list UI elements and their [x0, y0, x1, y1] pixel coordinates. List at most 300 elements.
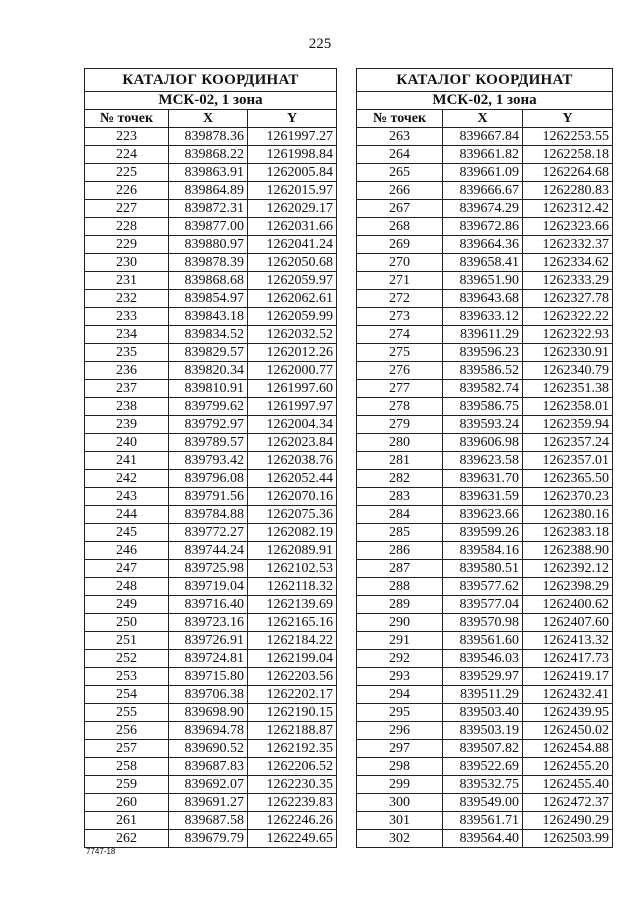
y-coordinate-cell: 1262118.32	[248, 578, 337, 596]
x-coordinate-cell: 839880.97	[169, 236, 248, 254]
x-coordinate-cell: 839791.56	[169, 488, 248, 506]
table-row	[357, 416, 613, 434]
x-coordinate-cell: 839651.90	[443, 272, 523, 290]
point-number-cell: 244	[85, 506, 169, 524]
x-coordinate-cell: 839631.70	[443, 470, 523, 488]
point-number-cell: 280	[357, 434, 443, 452]
x-coordinate-cell: 839623.66	[443, 506, 523, 524]
x-coordinate-cell: 839690.52	[169, 740, 248, 758]
y-coordinate-cell: 1262246.26	[248, 812, 337, 830]
y-coordinate-cell: 1262450.02	[523, 722, 613, 740]
y-coordinate-cell: 1262082.19	[248, 524, 337, 542]
point-number-cell: 251	[85, 632, 169, 650]
x-coordinate-cell: 839724.81	[169, 650, 248, 668]
table-row	[85, 812, 337, 830]
y-coordinate-cell: 1262400.62	[523, 596, 613, 614]
x-coordinate-cell: 839868.22	[169, 146, 248, 164]
y-coordinate-cell: 1262188.87	[248, 722, 337, 740]
point-number-cell: 227	[85, 200, 169, 218]
y-coordinate-cell: 1261997.97	[248, 398, 337, 416]
y-coordinate-cell: 1262388.90	[523, 542, 613, 560]
y-coordinate-cell: 1262432.41	[523, 686, 613, 704]
point-number-cell: 262	[85, 830, 169, 848]
point-number-cell: 266	[357, 182, 443, 200]
x-coordinate-cell: 839606.98	[443, 434, 523, 452]
table-row	[85, 686, 337, 704]
table-row	[357, 794, 613, 812]
x-coordinate-cell: 839726.91	[169, 632, 248, 650]
table-row	[85, 470, 337, 488]
y-coordinate-cell: 1262357.24	[523, 434, 613, 452]
point-number-cell: 267	[357, 200, 443, 218]
y-coordinate-cell: 1262041.24	[248, 236, 337, 254]
point-number-cell: 230	[85, 254, 169, 272]
table-row	[357, 596, 613, 614]
coordinate-catalog-table-right	[356, 68, 613, 848]
point-number-cell: 286	[357, 542, 443, 560]
table-row	[357, 128, 613, 146]
table-row	[357, 308, 613, 326]
y-coordinate-cell: 1262258.18	[523, 146, 613, 164]
y-coordinate-cell: 1261998.84	[248, 146, 337, 164]
table-row	[357, 452, 613, 470]
x-coordinate-cell: 839549.00	[443, 794, 523, 812]
point-number-cell: 233	[85, 308, 169, 326]
x-coordinate-cell: 839661.09	[443, 164, 523, 182]
point-number-cell: 271	[357, 272, 443, 290]
y-coordinate-cell: 1262439.95	[523, 704, 613, 722]
y-coordinate-cell: 1261997.60	[248, 380, 337, 398]
x-coordinate-cell: 839643.68	[443, 290, 523, 308]
point-number-cell: 255	[85, 704, 169, 722]
point-number-cell: 248	[85, 578, 169, 596]
x-coordinate-cell: 839667.84	[443, 128, 523, 146]
table-row	[357, 362, 613, 380]
point-number-cell: 260	[85, 794, 169, 812]
table-row	[85, 362, 337, 380]
x-coordinate-cell: 839793.42	[169, 452, 248, 470]
table-row	[357, 182, 613, 200]
x-coordinate-cell: 839691.27	[169, 794, 248, 812]
x-coordinate-cell: 839789.57	[169, 434, 248, 452]
x-coordinate-cell: 839561.60	[443, 632, 523, 650]
point-number-cell: 245	[85, 524, 169, 542]
y-coordinate-cell: 1262059.99	[248, 308, 337, 326]
point-number-cell: 256	[85, 722, 169, 740]
x-coordinate-cell: 839784.88	[169, 506, 248, 524]
y-coordinate-cell: 1262052.44	[248, 470, 337, 488]
table-row	[357, 686, 613, 704]
table-row	[85, 128, 337, 146]
point-number-cell: 290	[357, 614, 443, 632]
point-number-cell: 239	[85, 416, 169, 434]
table-row	[85, 326, 337, 344]
table-row	[85, 380, 337, 398]
point-number-cell: 269	[357, 236, 443, 254]
table-row	[357, 470, 613, 488]
y-coordinate-cell: 1262454.88	[523, 740, 613, 758]
y-coordinate-cell: 1262075.36	[248, 506, 337, 524]
table-row	[357, 560, 613, 578]
x-coordinate-cell: 839529.97	[443, 668, 523, 686]
x-coordinate-cell: 839586.75	[443, 398, 523, 416]
x-coordinate-cell: 839633.12	[443, 308, 523, 326]
column-header-y: Y	[523, 110, 613, 128]
point-number-cell: 261	[85, 812, 169, 830]
x-coordinate-cell: 839561.71	[443, 812, 523, 830]
x-coordinate-cell: 839694.78	[169, 722, 248, 740]
x-coordinate-cell: 839593.24	[443, 416, 523, 434]
y-coordinate-cell: 1262192.35	[248, 740, 337, 758]
point-number-cell: 274	[357, 326, 443, 344]
x-coordinate-cell: 839570.98	[443, 614, 523, 632]
y-coordinate-cell: 1262365.50	[523, 470, 613, 488]
x-coordinate-cell: 839511.29	[443, 686, 523, 704]
y-coordinate-cell: 1262380.16	[523, 506, 613, 524]
table-row	[85, 344, 337, 362]
x-coordinate-cell: 839564.40	[443, 830, 523, 848]
point-number-cell: 289	[357, 596, 443, 614]
column-header-x: X	[169, 110, 248, 128]
x-coordinate-cell: 839868.68	[169, 272, 248, 290]
table-row	[85, 308, 337, 326]
x-coordinate-cell: 839843.18	[169, 308, 248, 326]
x-coordinate-cell: 839723.16	[169, 614, 248, 632]
table-row	[357, 164, 613, 182]
x-coordinate-cell: 839687.58	[169, 812, 248, 830]
x-coordinate-cell: 839692.07	[169, 776, 248, 794]
table-row	[85, 596, 337, 614]
point-number-cell: 296	[357, 722, 443, 740]
page-number: 225	[308, 36, 332, 52]
x-coordinate-cell: 839878.39	[169, 254, 248, 272]
point-number-cell: 281	[357, 452, 443, 470]
document-code: 7747-18	[86, 847, 116, 856]
point-number-cell: 223	[85, 128, 169, 146]
table-row	[85, 488, 337, 506]
x-coordinate-cell: 839672.86	[443, 218, 523, 236]
x-coordinate-cell: 839864.89	[169, 182, 248, 200]
table-row	[357, 380, 613, 398]
y-coordinate-cell: 1262070.16	[248, 488, 337, 506]
y-coordinate-cell: 1262190.15	[248, 704, 337, 722]
y-coordinate-cell: 1262059.97	[248, 272, 337, 290]
table-row	[357, 200, 613, 218]
y-coordinate-cell: 1262455.20	[523, 758, 613, 776]
table-row	[85, 164, 337, 182]
y-coordinate-cell: 1262102.53	[248, 560, 337, 578]
y-coordinate-cell: 1262029.17	[248, 200, 337, 218]
table-row	[85, 560, 337, 578]
y-coordinate-cell: 1262032.52	[248, 326, 337, 344]
x-coordinate-cell: 839716.40	[169, 596, 248, 614]
point-number-cell: 235	[85, 344, 169, 362]
y-coordinate-cell: 1262332.37	[523, 236, 613, 254]
point-number-cell: 287	[357, 560, 443, 578]
table-row	[357, 668, 613, 686]
table-row	[85, 452, 337, 470]
point-number-cell: 240	[85, 434, 169, 452]
table-row	[357, 632, 613, 650]
x-coordinate-cell: 839863.91	[169, 164, 248, 182]
point-number-cell: 249	[85, 596, 169, 614]
x-coordinate-cell: 839666.67	[443, 182, 523, 200]
point-number-cell: 300	[357, 794, 443, 812]
y-coordinate-cell: 1262398.29	[523, 578, 613, 596]
y-coordinate-cell: 1262199.04	[248, 650, 337, 668]
table-row	[357, 326, 613, 344]
table-row	[85, 218, 337, 236]
table-row	[357, 434, 613, 452]
point-number-cell: 268	[357, 218, 443, 236]
point-number-cell: 284	[357, 506, 443, 524]
y-coordinate-cell: 1262357.01	[523, 452, 613, 470]
table-row	[85, 704, 337, 722]
point-number-cell: 241	[85, 452, 169, 470]
column-header-point-number: № точек	[357, 110, 443, 128]
y-coordinate-cell: 1262206.52	[248, 758, 337, 776]
point-number-cell: 292	[357, 650, 443, 668]
x-coordinate-cell: 839623.58	[443, 452, 523, 470]
point-number-cell: 270	[357, 254, 443, 272]
x-coordinate-cell: 839611.29	[443, 326, 523, 344]
x-coordinate-cell: 839719.04	[169, 578, 248, 596]
x-coordinate-cell: 839658.41	[443, 254, 523, 272]
point-number-cell: 253	[85, 668, 169, 686]
table-row	[357, 776, 613, 794]
table-row	[357, 290, 613, 308]
y-coordinate-cell: 1262419.17	[523, 668, 613, 686]
y-coordinate-cell: 1262333.29	[523, 272, 613, 290]
x-coordinate-cell: 839584.16	[443, 542, 523, 560]
point-number-cell: 242	[85, 470, 169, 488]
x-coordinate-cell: 839503.40	[443, 704, 523, 722]
y-coordinate-cell: 1262230.35	[248, 776, 337, 794]
x-coordinate-cell: 839792.97	[169, 416, 248, 434]
table-row	[357, 758, 613, 776]
point-number-cell: 282	[357, 470, 443, 488]
table-row	[357, 524, 613, 542]
x-coordinate-cell: 839674.29	[443, 200, 523, 218]
point-number-cell: 238	[85, 398, 169, 416]
y-coordinate-cell: 1262383.18	[523, 524, 613, 542]
point-number-cell: 264	[357, 146, 443, 164]
point-number-cell: 263	[357, 128, 443, 146]
y-coordinate-cell: 1262322.22	[523, 308, 613, 326]
catalog-title: КАТАЛОГ КООРДИНАТ	[85, 69, 337, 92]
table-row	[357, 344, 613, 362]
coordinate-catalog-table-left	[84, 68, 337, 848]
table-row	[85, 434, 337, 452]
table-row	[85, 740, 337, 758]
point-number-cell: 237	[85, 380, 169, 398]
x-coordinate-cell: 839878.36	[169, 128, 248, 146]
table-row	[357, 722, 613, 740]
table-row	[85, 650, 337, 668]
x-coordinate-cell: 839687.83	[169, 758, 248, 776]
table-row	[85, 182, 337, 200]
x-coordinate-cell: 839820.34	[169, 362, 248, 380]
y-coordinate-cell: 1262370.23	[523, 488, 613, 506]
y-coordinate-cell: 1262015.97	[248, 182, 337, 200]
table-row	[85, 758, 337, 776]
y-coordinate-cell: 1262202.17	[248, 686, 337, 704]
point-number-cell: 276	[357, 362, 443, 380]
point-number-cell: 225	[85, 164, 169, 182]
x-coordinate-cell: 839796.08	[169, 470, 248, 488]
x-coordinate-cell: 839522.69	[443, 758, 523, 776]
y-coordinate-cell: 1262334.62	[523, 254, 613, 272]
point-number-cell: 231	[85, 272, 169, 290]
point-number-cell: 265	[357, 164, 443, 182]
y-coordinate-cell: 1262407.60	[523, 614, 613, 632]
table-row	[357, 272, 613, 290]
x-coordinate-cell: 839546.03	[443, 650, 523, 668]
table-row	[85, 776, 337, 794]
y-coordinate-cell: 1262239.83	[248, 794, 337, 812]
point-number-cell: 288	[357, 578, 443, 596]
catalog-title: КАТАЛОГ КООРДИНАТ	[357, 69, 613, 92]
y-coordinate-cell: 1261997.27	[248, 128, 337, 146]
x-coordinate-cell: 839631.59	[443, 488, 523, 506]
point-number-cell: 226	[85, 182, 169, 200]
point-number-cell: 247	[85, 560, 169, 578]
point-number-cell: 228	[85, 218, 169, 236]
y-coordinate-cell: 1262358.01	[523, 398, 613, 416]
y-coordinate-cell: 1262330.91	[523, 344, 613, 362]
y-coordinate-cell: 1262280.83	[523, 182, 613, 200]
x-coordinate-cell: 839580.51	[443, 560, 523, 578]
x-coordinate-cell: 839503.19	[443, 722, 523, 740]
x-coordinate-cell: 839577.62	[443, 578, 523, 596]
point-number-cell: 252	[85, 650, 169, 668]
table-row	[357, 830, 613, 848]
x-coordinate-cell: 839664.36	[443, 236, 523, 254]
table-row	[357, 740, 613, 758]
table-row	[85, 254, 337, 272]
y-coordinate-cell: 1262417.73	[523, 650, 613, 668]
y-coordinate-cell: 1262264.68	[523, 164, 613, 182]
y-coordinate-cell: 1262322.93	[523, 326, 613, 344]
y-coordinate-cell: 1262165.16	[248, 614, 337, 632]
x-coordinate-cell: 839586.52	[443, 362, 523, 380]
table-row	[357, 488, 613, 506]
y-coordinate-cell: 1262023.84	[248, 434, 337, 452]
y-coordinate-cell: 1262472.37	[523, 794, 613, 812]
y-coordinate-cell: 1262031.66	[248, 218, 337, 236]
x-coordinate-cell: 839877.00	[169, 218, 248, 236]
x-coordinate-cell: 839725.98	[169, 560, 248, 578]
point-number-cell: 275	[357, 344, 443, 362]
y-coordinate-cell: 1262323.66	[523, 218, 613, 236]
coordinate-system-zone: МСК-02, 1 зона	[85, 92, 337, 110]
y-coordinate-cell: 1262413.32	[523, 632, 613, 650]
table-row	[85, 146, 337, 164]
table-row	[357, 218, 613, 236]
point-number-cell: 295	[357, 704, 443, 722]
point-number-cell: 257	[85, 740, 169, 758]
table-row	[85, 668, 337, 686]
table-row	[357, 146, 613, 164]
point-number-cell: 302	[357, 830, 443, 848]
x-coordinate-cell: 839577.04	[443, 596, 523, 614]
point-number-cell: 299	[357, 776, 443, 794]
point-number-cell: 243	[85, 488, 169, 506]
x-coordinate-cell: 839679.79	[169, 830, 248, 848]
point-number-cell: 278	[357, 398, 443, 416]
table-row	[85, 632, 337, 650]
y-coordinate-cell: 1262062.61	[248, 290, 337, 308]
point-number-cell: 258	[85, 758, 169, 776]
point-number-cell: 234	[85, 326, 169, 344]
y-coordinate-cell: 1262392.12	[523, 560, 613, 578]
x-coordinate-cell: 839744.24	[169, 542, 248, 560]
y-coordinate-cell: 1262455.40	[523, 776, 613, 794]
y-coordinate-cell: 1262327.78	[523, 290, 613, 308]
table-row	[85, 416, 337, 434]
table-row	[357, 812, 613, 830]
table-row	[357, 704, 613, 722]
y-coordinate-cell: 1262038.76	[248, 452, 337, 470]
table-row	[85, 290, 337, 308]
table-row	[85, 524, 337, 542]
point-number-cell: 293	[357, 668, 443, 686]
table-row	[85, 200, 337, 218]
table-row	[357, 650, 613, 668]
x-coordinate-cell: 839698.90	[169, 704, 248, 722]
column-header-y: Y	[248, 110, 337, 128]
y-coordinate-cell: 1262359.94	[523, 416, 613, 434]
point-number-cell: 236	[85, 362, 169, 380]
table-row	[85, 236, 337, 254]
y-coordinate-cell: 1262184.22	[248, 632, 337, 650]
table-row	[85, 272, 337, 290]
point-number-cell: 279	[357, 416, 443, 434]
y-coordinate-cell: 1262340.79	[523, 362, 613, 380]
y-coordinate-cell: 1262490.29	[523, 812, 613, 830]
y-coordinate-cell: 1262203.56	[248, 668, 337, 686]
point-number-cell: 283	[357, 488, 443, 506]
column-header-point-number: № точек	[85, 110, 169, 128]
y-coordinate-cell: 1262004.34	[248, 416, 337, 434]
x-coordinate-cell: 839715.80	[169, 668, 248, 686]
x-coordinate-cell: 839829.57	[169, 344, 248, 362]
x-coordinate-cell: 839582.74	[443, 380, 523, 398]
y-coordinate-cell: 1262089.91	[248, 542, 337, 560]
y-coordinate-cell: 1262351.38	[523, 380, 613, 398]
table-row	[85, 578, 337, 596]
y-coordinate-cell: 1262249.65	[248, 830, 337, 848]
table-row	[85, 398, 337, 416]
x-coordinate-cell: 839799.62	[169, 398, 248, 416]
x-coordinate-cell: 839854.97	[169, 290, 248, 308]
x-coordinate-cell: 839596.23	[443, 344, 523, 362]
table-row	[85, 722, 337, 740]
table-row	[85, 794, 337, 812]
x-coordinate-cell: 839532.75	[443, 776, 523, 794]
x-coordinate-cell: 839810.91	[169, 380, 248, 398]
coordinate-system-zone: МСК-02, 1 зона	[357, 92, 613, 110]
y-coordinate-cell: 1262253.55	[523, 128, 613, 146]
point-number-cell: 232	[85, 290, 169, 308]
y-coordinate-cell: 1262503.99	[523, 830, 613, 848]
point-number-cell: 224	[85, 146, 169, 164]
column-header-x: X	[443, 110, 523, 128]
x-coordinate-cell: 839772.27	[169, 524, 248, 542]
y-coordinate-cell: 1262312.42	[523, 200, 613, 218]
table-row	[357, 236, 613, 254]
point-number-cell: 229	[85, 236, 169, 254]
